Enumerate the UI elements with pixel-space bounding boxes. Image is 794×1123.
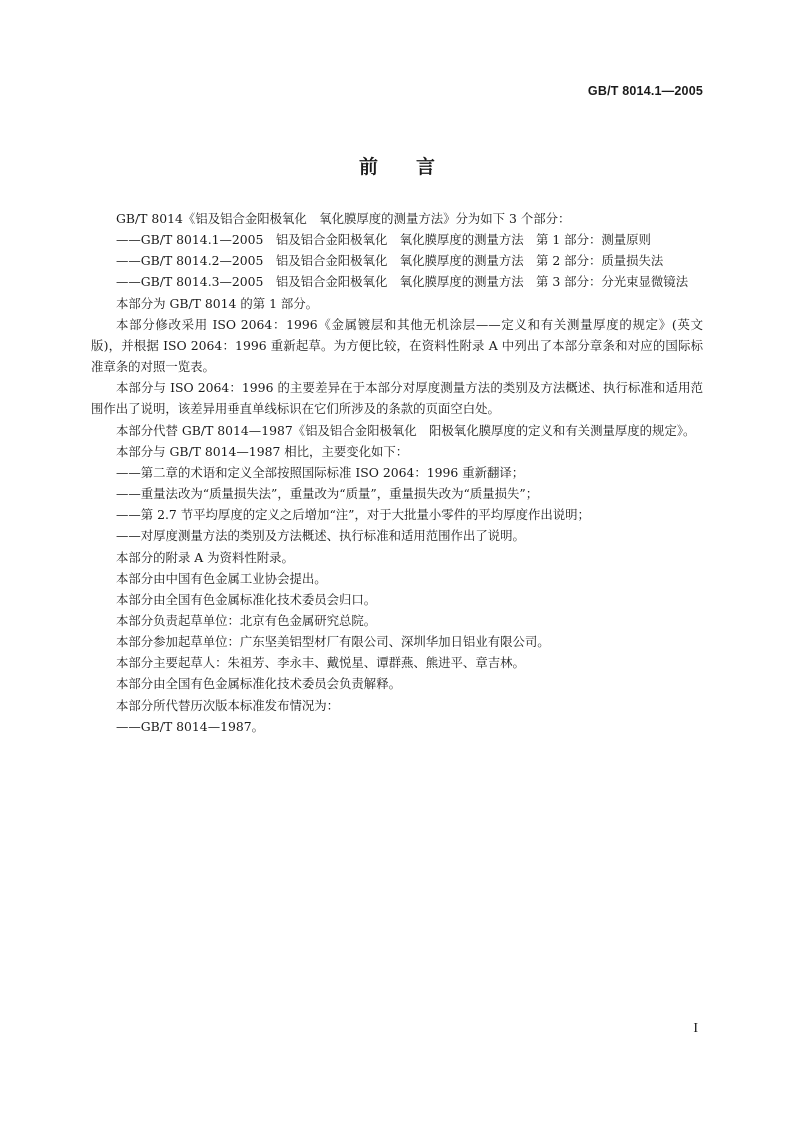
paragraph: 本部分修改采用 ISO 2064：1996《金属镀层和其他无机涂层——定义和有关测量厚度的规定》(英文版)，并根据 ISO 2064：1996 重新起草。为方便比较，在资料性附录 A 中列出了本部分章条和对应的国际标准章条的对照一览表。 xyxy=(91,316,703,375)
paragraph: 本部分的附录 A 为资料性附录。 xyxy=(116,549,294,565)
paragraph: 本部分为 GB/T 8014 的第 1 部分。 xyxy=(116,295,319,311)
paragraph: ——第 2.7 节平均厚度的定义之后增加“注”，对于大批量小零件的平均厚度作出说明； xyxy=(116,507,590,523)
paragraph: 本部分与 GB/T 8014—1987 相比，主要变化如下： xyxy=(116,443,409,459)
standard-code-header: GB/T 8014.1—2005 xyxy=(587,84,703,98)
foreword-body xyxy=(91,208,703,737)
paragraph: 本部分与 ISO 2064：1996 的主要差异在于本部分对厚度测量方法的类别及方法概述、执行标准和适用范围作出了说明，该差异用垂直单线标识在它们所涉及的条款的页面空白处。 xyxy=(91,380,703,417)
paragraph: ——GB/T 8014.1—2005 铝及铝合金阳极氧化 氧化膜厚度的测量方法 第 1 部分：测量原则 xyxy=(116,232,651,248)
paragraph: 本部分所代替历次版本标准发布情况为： xyxy=(116,697,340,713)
paragraph: ——对厚度测量方法的类别及方法概述、执行标准和适用范围作出了说明。 xyxy=(116,528,525,544)
paragraph: ——第二章的术语和定义全部按照国际标准 ISO 2064：1996 重新翻译； xyxy=(116,464,525,480)
paragraph: ——GB/T 8014—1987。 xyxy=(116,718,265,734)
page-number: I xyxy=(693,1021,698,1036)
paragraph: 本部分由中国有色金属工业协会提出。 xyxy=(116,570,327,586)
paragraph: 本部分负责起草单位：北京有色金属研究总院。 xyxy=(116,612,377,628)
paragraph: 本部分由全国有色金属标准化技术委员会负责解释。 xyxy=(116,676,401,692)
paragraph: 本部分主要起草人：朱祖芳、李永丰、戴悦星、谭群燕、熊进平、章吉林。 xyxy=(116,655,525,671)
paragraph: GB/T 8014《铝及铝合金阳极氧化 氧化膜厚度的测量方法》分为如下 3 个部分： xyxy=(116,211,571,226)
paragraph: 本部分由全国有色金属标准化技术委员会归口。 xyxy=(116,591,377,607)
paragraph: ——GB/T 8014.2—2005 铝及铝合金阳极氧化 氧化膜厚度的测量方法 第 2 部分：质量损失法 xyxy=(116,253,664,269)
paragraph: 本部分代替 GB/T 8014—1987《铝及铝合金阳极氧化 阳极氧化膜厚度的定义和有关测量厚度的规定》。 xyxy=(116,422,696,438)
paragraph: 本部分参加起草单位：广东坚美铝型材厂有限公司、深圳华加日铝业有限公司。 xyxy=(116,634,550,650)
page-title: 前言 xyxy=(358,156,473,178)
paragraph: ——重量法改为“质量损失法”，重量改为“质量”，重量损失改为“质量损失”； xyxy=(116,486,539,502)
paragraph: ——GB/T 8014.3—2005 铝及铝合金阳极氧化 氧化膜厚度的测量方法 第 3 部分：分光束显微镜法 xyxy=(116,274,689,290)
